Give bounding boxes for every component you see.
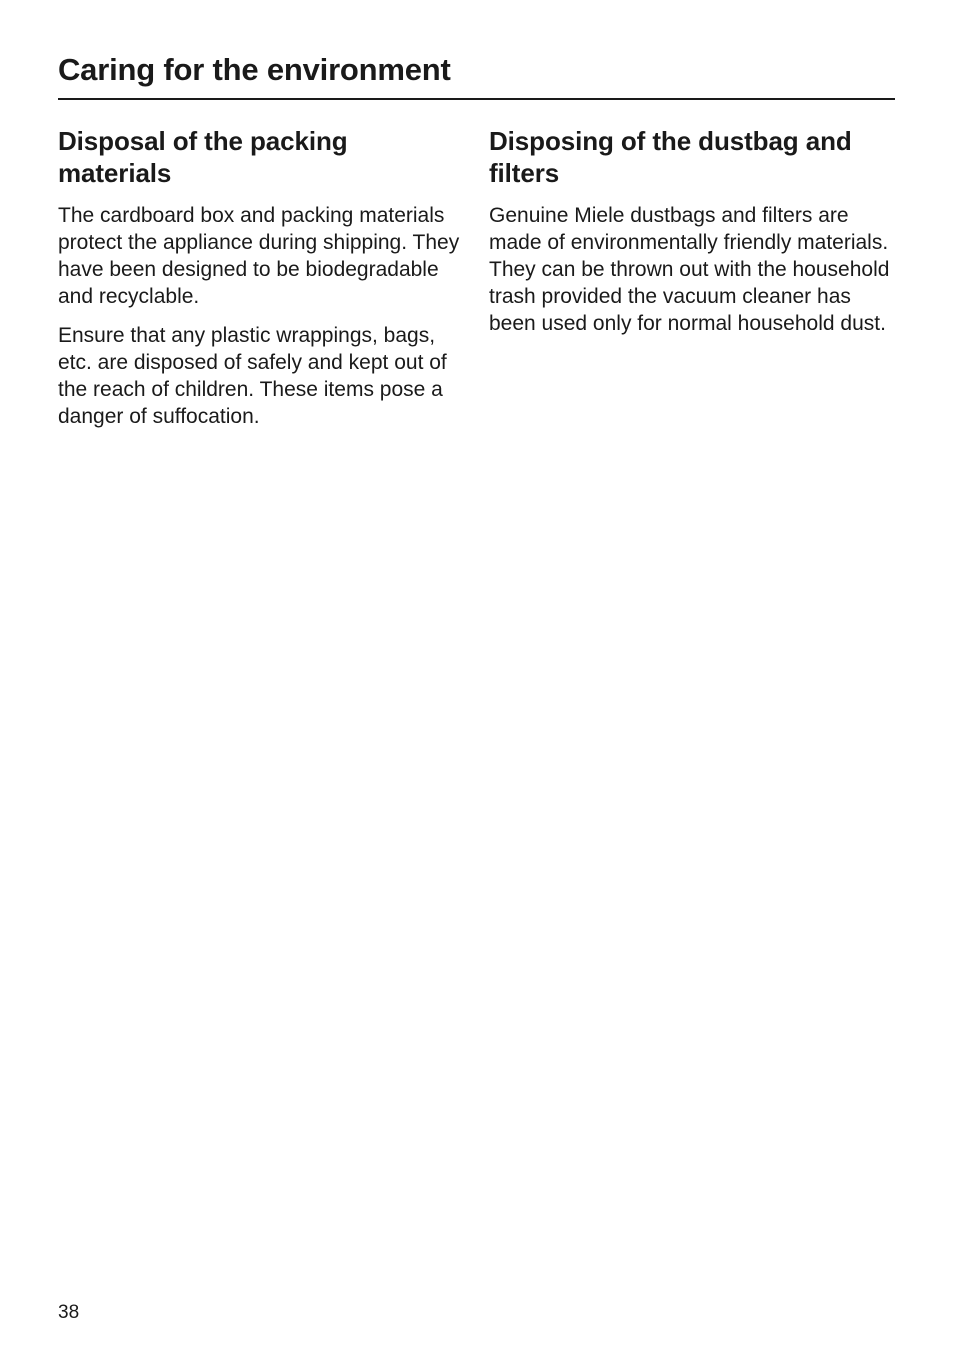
title-divider xyxy=(58,98,895,100)
section-heading-packing: Disposal of the packing materials xyxy=(58,126,348,188)
paragraph-packing-safety: Ensure that any plastic wrappings, bags, etc. are disposed of safely and kept out of the reach of children. These items pose a danger of suffocation. xyxy=(58,324,447,428)
section-packing-materials xyxy=(58,125,463,442)
page-title: Caring for the environment xyxy=(58,52,451,87)
section-dustbag-filters xyxy=(489,125,894,349)
paragraph-dustbag-disposal: Genuine Miele dustbags and filters are made of environmentally friendly materials. They can be thrown out with the household trash provided the vacuum cleaner has been used only for normal household dust. xyxy=(489,204,890,335)
paragraph-packing-protection: The cardboard box and packing materials protect the appliance during shipping. They have been designed to be biodegradable and recyclable. xyxy=(58,204,460,308)
page-number: 38 xyxy=(58,1302,80,1323)
section-heading-dustbag: Disposing of the dustbag and filters xyxy=(489,126,852,188)
